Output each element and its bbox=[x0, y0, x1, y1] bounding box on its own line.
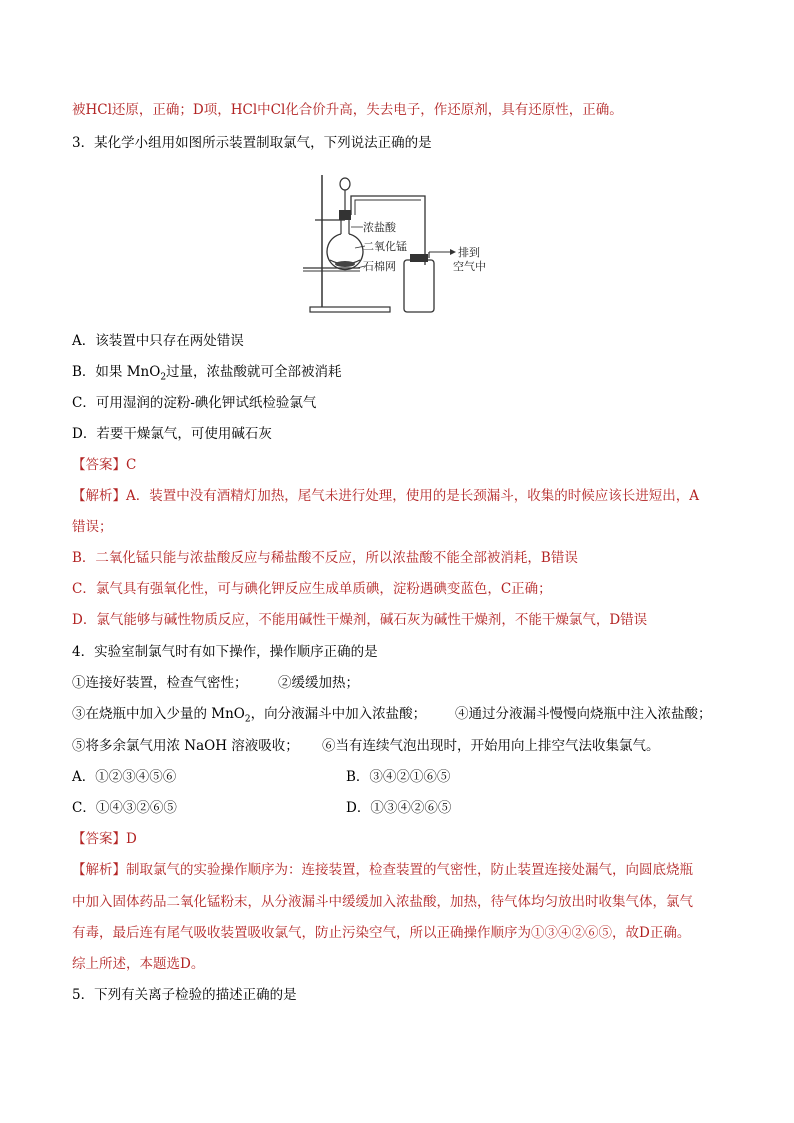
question-3-stem: 3．某化学小组用如图所示装置制取氯气，下列说法正确的是 bbox=[72, 135, 432, 151]
label-asbestos-gauze: 石棉网 bbox=[363, 260, 396, 273]
answer-4: 【答案】D bbox=[72, 831, 137, 847]
chlorine-apparatus-diagram bbox=[295, 170, 505, 320]
option-4c: C．①④③②⑥⑤ bbox=[72, 800, 177, 816]
option-3d: D．若要干燥氯气，可使用碱石灰 bbox=[72, 426, 272, 442]
explanation-3-line-2: 错误； bbox=[72, 519, 113, 535]
explanation-4-line-1: 【解析】制取氯气的实验操作顺序为：连接装置，检查装置的气密性，防止装置连接处漏气，向圆底烧瓶 bbox=[72, 862, 693, 878]
step-4: ④通过分液漏斗慢慢向烧瓶中注入浓盐酸； bbox=[455, 706, 712, 722]
explanation-3-line-1: 【解析】A．装置中没有酒精灯加热，尾气未进行处理，使用的是长颈漏斗，收集的时候应该长进短出，A bbox=[72, 488, 699, 504]
step-2: ②缓缓加热； bbox=[278, 675, 359, 691]
label-exhaust-1: 排到 bbox=[458, 246, 480, 259]
explanation-line: 被HCl还原，正确；D项，HCl中Cl化合价升高，失去电子，作还原剂，具有还原性，正确。 bbox=[72, 102, 623, 118]
explanation-3-line-4: C．氯气具有强氧化性，可与碘化钾反应生成单质碘，淀粉遇碘变蓝色，C正确； bbox=[72, 581, 552, 597]
explanation-4-line-4: 综上所述，本题选D。 bbox=[72, 956, 205, 972]
step-1: ①连接好装置，检查气密性； bbox=[72, 675, 248, 691]
explanation-3-line-3: B．二氧化锰只能与浓盐酸反应与稀盐酸不反应，所以浓盐酸不能全部被消耗，B错误 bbox=[72, 550, 578, 566]
answer-3: 【答案】C bbox=[72, 457, 137, 473]
explanation-3-line-5: D．氯气能够与碱性物质反应，不能用碱性干燥剂，碱石灰为碱性干燥剂，不能干燥氯气，D错误 bbox=[72, 612, 648, 628]
option-4d: D．①③④②⑥⑤ bbox=[346, 800, 452, 816]
option-4a: A．①②③④⑤⑥ bbox=[72, 769, 177, 785]
option-3a: A．该装置中只存在两处错误 bbox=[72, 333, 244, 349]
label-exhaust-2: 空气中 bbox=[453, 260, 486, 273]
option-3b: B．如果 MnO$_2$过量，浓盐酸就可全部被消耗 bbox=[72, 364, 342, 383]
option-4b: B．③④②①⑥⑤ bbox=[346, 769, 451, 785]
step-6: ⑥当有连续气泡出现时，开始用向上排空气法收集氯气。 bbox=[322, 738, 660, 754]
explanation-4-line-3: 有毒，最后连有尾气吸收装置吸收氯气，防止污染空气，所以正确操作顺序为①③④②⑥⑤，故D正确。 bbox=[72, 925, 691, 941]
apparatus-figure bbox=[295, 170, 505, 320]
question-4-stem: 4．实验室制氯气时有如下操作，操作顺序正确的是 bbox=[72, 644, 378, 660]
step-5: ⑤将多余氯气用浓 NaOH 溶液吸收； bbox=[72, 738, 299, 754]
step-3: ③在烧瓶中加入少量的 MnO$_2$，向分液漏斗中加入浓盐酸； bbox=[72, 706, 427, 725]
explanation-4-line-2: 中加入固体药品二氧化锰粉末，从分液漏斗中缓缓加入浓盐酸，加热，待气体均匀放出时收集气体，氯气 bbox=[72, 894, 693, 910]
question-5-stem: 5．下列有关离子检验的描述正确的是 bbox=[72, 987, 297, 1003]
option-3c: C．可用湿润的淀粉-碘化钾试纸检验氯气 bbox=[72, 395, 317, 411]
label-concentrated-hcl: 浓盐酸 bbox=[363, 221, 396, 234]
label-mno2: 二氧化锰 bbox=[363, 240, 407, 253]
